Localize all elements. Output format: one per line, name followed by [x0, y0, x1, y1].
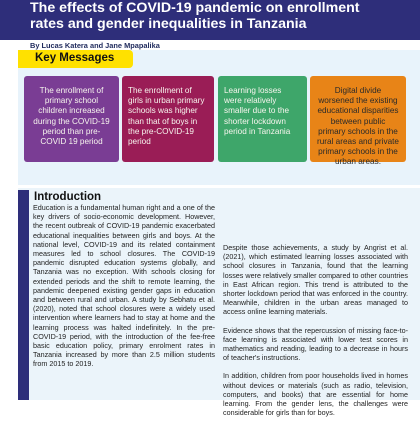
- introduction-paragraph: In addition, children from poor households lived in homes without devices or materials (such as radio, television, computers, and books) that are essential for home learning. From the gender lens, the challenges were considerable for girls than for boys.: [223, 371, 408, 418]
- introduction-left-column: Education is a fundamental human right and a one of the key drivers of socio-economic development. However, the recent outbreak of COVID-19 pandemic exacerbated educational inequalities between girls and boys. At the national level, COVID-19 and its related containment measures led to school closures. The COVID-19 pandemic disrupted education systems globally, and Tanzania was no exception. With schools closing for extended periods and the shift to remote learning, the pandemic deepened existing gender gaps in education and between rural and urban. A study by Sebhatu et al. (2020), noted that school closures were a widely used intervention where learners had to stay at home and the learning process was halted indefinitely. In the pre-COVID-19 period, with the introduction of the fee-free basic education policy, primary enrolment rates in Tanzania increased by more than 2.5 million students from 2015 to 2019.: [33, 203, 215, 369]
- title-band: [0, 0, 420, 40]
- introduction-accent-bar: [18, 190, 29, 400]
- key-message-card-1: [24, 76, 119, 162]
- key-message-text: Learning losses were relatively smaller due to the shorter lockdown period in Tanzania: [224, 86, 291, 136]
- key-message-text: The enrollment of girls in urban primary schools was higher than that of boys in the pre-COVID-19 period: [128, 86, 205, 147]
- key-message-text: Digital divide worsened the existing educational disparities between public primary schools in the rural areas and private primary schools in the urban areas.: [317, 86, 399, 167]
- introduction-paragraph: Evidence shows that the repercussion of missing face-to-face learning is associated with lower test scores in mathematics and reading, leading to a decrease in hours of teacher's instructions.: [223, 325, 408, 363]
- authors-line: By Lucas Katera and Jane Mpapalika: [30, 41, 160, 50]
- key-message-card-2: [122, 76, 214, 162]
- introduction-heading: Introduction: [34, 191, 102, 203]
- key-message-card-4: [310, 76, 406, 167]
- key-messages-tab: [18, 50, 133, 68]
- key-message-card-3: [218, 76, 307, 162]
- key-message-text: The enrollment of primary school children increased during the COVID-19 period than pre-COVID 19 period: [33, 86, 110, 147]
- introduction-paragraph: Despite those achievements, a study by Angrist et al. (2021), which estimated learning losses associated with school closures in Tanzania, found that the learning losses were relatively smaller compared to other countries in East African region. This trend is attributed to the shorter lockdown period that was enforced in the country. Meanwhile, children in the urban areas managed to access online learning materials.: [223, 243, 408, 317]
- document-title: The effects of COVID-19 pandemic on enrollment rates and gender inequalities in Tanzania: [30, 0, 360, 32]
- introduction-right-column: [223, 243, 408, 426]
- key-messages-heading: Key Messages: [35, 52, 115, 64]
